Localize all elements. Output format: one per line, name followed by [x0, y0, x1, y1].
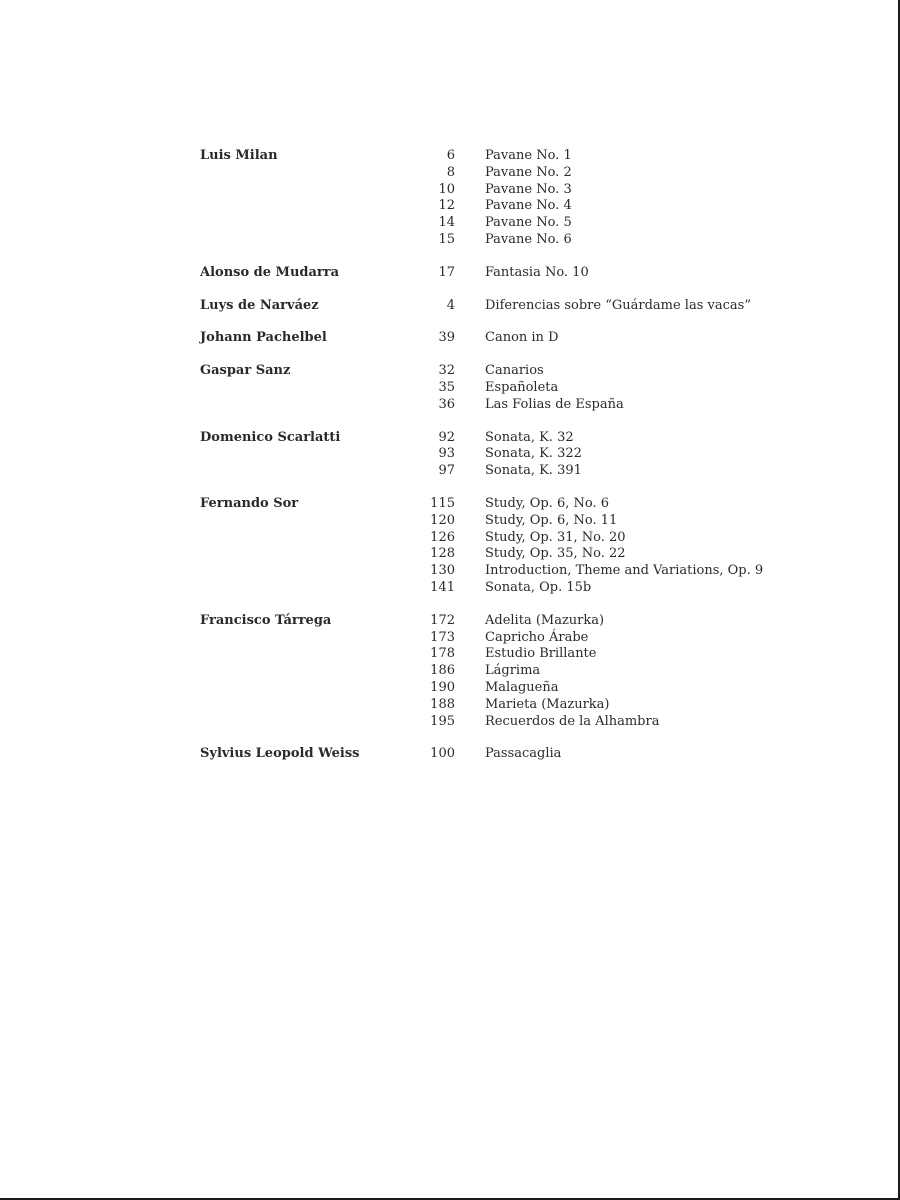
page-number: 130: [430, 563, 455, 579]
work-entry: [415, 563, 840, 580]
page-number: 39: [438, 330, 455, 346]
work-entry: [415, 215, 840, 232]
work-entry: [415, 697, 840, 714]
work-title: Malagueña: [485, 679, 559, 695]
composer-name: Johann Pachelbel: [200, 330, 327, 346]
work-title: Pavane No. 5: [485, 215, 572, 231]
work-title: Study, Op. 6, No. 6: [485, 495, 609, 511]
page-number: 188: [430, 696, 455, 712]
composer-group: [200, 613, 840, 731]
work-title: Recuerdos de la Alhambra: [485, 713, 660, 729]
work-entry: [415, 546, 840, 563]
work-title: Study, Op. 35, No. 22: [485, 546, 626, 562]
work-entry: [415, 580, 840, 597]
works-list: [415, 265, 840, 282]
work-entry: [415, 165, 840, 182]
work-title: Sonata, K. 391: [485, 463, 582, 479]
page-number: 35: [438, 379, 455, 395]
page-number: 4: [446, 297, 455, 313]
work-entry: [415, 496, 840, 513]
work-entry: [415, 198, 840, 215]
page-number: 92: [438, 429, 455, 445]
work-title: Pavane No. 3: [485, 181, 572, 197]
work-entry: [415, 646, 840, 663]
composer-name: Alonso de Mudarra: [200, 264, 340, 280]
composer-group: [200, 148, 840, 249]
page-number: 14: [438, 215, 455, 231]
works-list: [415, 148, 840, 249]
page-number: 120: [430, 512, 455, 528]
page-number: 141: [430, 579, 455, 595]
works-list: [415, 330, 840, 347]
work-entry: [415, 397, 840, 414]
page-number: 6: [446, 148, 455, 163]
work-title: Estudio Brillante: [485, 646, 597, 662]
work-title: Capricho Árabe: [485, 629, 589, 645]
work-title: Sonata, K. 322: [485, 446, 582, 462]
work-title: Introduction, Theme and Variations, Op. 9: [485, 563, 764, 579]
work-title: Marieta (Mazurka): [485, 696, 610, 712]
composer-group: [200, 330, 840, 347]
composer-group: [200, 298, 840, 315]
page-number: 172: [430, 612, 455, 628]
work-title: Lágrima: [485, 663, 541, 679]
table-of-contents: [200, 148, 840, 779]
page-number: 190: [430, 679, 455, 695]
page-number: 15: [438, 231, 455, 247]
work-title: Pavane No. 1: [485, 148, 572, 163]
work-entry: [415, 530, 840, 547]
work-title: Pavane No. 6: [485, 231, 572, 247]
work-entry: [415, 630, 840, 647]
page-number: 126: [430, 529, 455, 545]
page-number: 10: [438, 181, 455, 197]
work-entry: [415, 232, 840, 249]
page-number: 173: [430, 629, 455, 645]
page-number: 17: [438, 264, 455, 280]
work-entry: [415, 714, 840, 731]
work-title: Pavane No. 2: [485, 164, 572, 180]
works-list: [415, 430, 840, 480]
composer-name: Gaspar Sanz: [200, 363, 291, 379]
page-number: 186: [430, 663, 455, 679]
page-number: 128: [430, 546, 455, 562]
work-entry: [415, 446, 840, 463]
work-entry: [415, 380, 840, 397]
work-title: Canon in D: [485, 330, 559, 346]
work-title: Canarios: [485, 363, 544, 379]
composer-group: [200, 430, 840, 480]
work-entry: [415, 148, 840, 165]
composer-name: Francisco Tárrega: [200, 612, 332, 628]
composer-name: Sylvius Leopold Weiss: [200, 746, 360, 762]
composer-group: [200, 746, 840, 763]
work-title: Sonata, K. 32: [485, 429, 574, 445]
work-entry: [415, 746, 840, 763]
works-list: [415, 496, 840, 597]
works-list: [415, 298, 840, 315]
work-title: Adelita (Mazurka): [485, 612, 605, 628]
page-number: 115: [430, 495, 455, 511]
work-entry: [415, 513, 840, 530]
works-list: [415, 613, 840, 731]
work-entry: [415, 298, 840, 315]
page-number: 100: [430, 746, 455, 762]
composer-name: Domenico Scarlatti: [200, 429, 341, 445]
work-title: Sonata, Op. 15b: [485, 579, 592, 595]
work-entry: [415, 613, 840, 630]
work-title: Diferencias sobre “Guárdame las vacas”: [485, 297, 751, 313]
composer-name: Fernando Sor: [200, 495, 299, 511]
work-entry: [415, 430, 840, 447]
work-title: Españoleta: [485, 379, 559, 395]
page-number: 178: [430, 646, 455, 662]
work-title: Study, Op. 6, No. 11: [485, 512, 618, 528]
work-title: Fantasia No. 10: [485, 264, 589, 280]
work-entry: [415, 680, 840, 697]
composer-group: [200, 363, 840, 413]
work-title: Pavane No. 4: [485, 198, 572, 214]
work-title: Las Folias de España: [485, 396, 624, 412]
page-number: 12: [438, 198, 455, 214]
work-entry: [415, 663, 840, 680]
work-title: Passacaglia: [485, 746, 562, 762]
work-entry: [415, 182, 840, 199]
composer-name: Luys de Narváez: [200, 297, 319, 313]
works-list: [415, 363, 840, 413]
page-number: 8: [446, 164, 455, 180]
page-number: 97: [438, 463, 455, 479]
works-list: [415, 746, 840, 763]
work-entry: [415, 265, 840, 282]
page-number: 36: [438, 396, 455, 412]
page-number: 195: [430, 713, 455, 729]
work-entry: [415, 363, 840, 380]
page-number: 32: [438, 363, 455, 379]
composer-group: [200, 265, 840, 282]
work-entry: [415, 463, 840, 480]
composer-name: Luis Milan: [200, 148, 278, 163]
work-entry: [415, 330, 840, 347]
composer-group: [200, 496, 840, 597]
work-title: Study, Op. 31, No. 20: [485, 529, 626, 545]
page-number: 93: [438, 446, 455, 462]
